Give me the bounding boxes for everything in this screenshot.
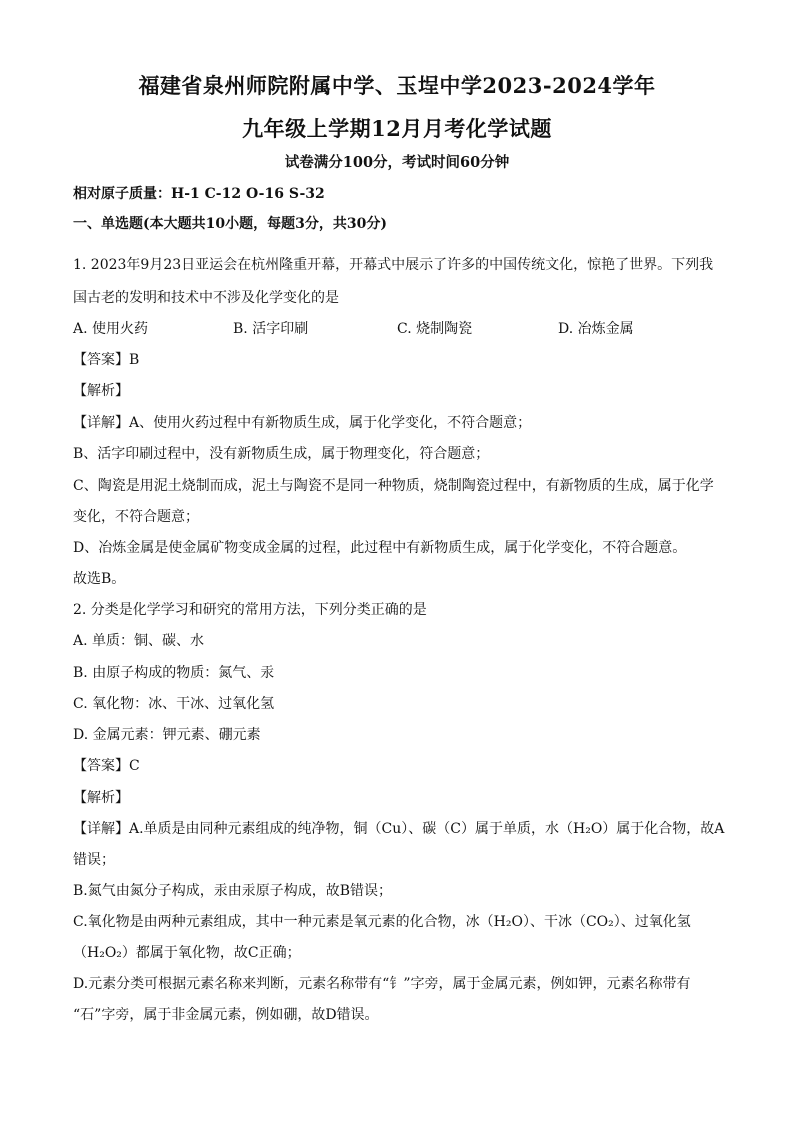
atomic-mass-line: 相对原子质量：H-1 C-12 O-16 S-32 (73, 186, 325, 202)
exam-info: 试卷满分100分，考试时间60分钟 (284, 154, 510, 171)
q1-option-d: D. 冶炼金属 (558, 321, 634, 337)
q2-detail-line-3: B.氮气由氮分子构成，汞由汞原子构成，故B错误； (73, 883, 393, 899)
q1-detail-line-4: 变化，不符合题意； (73, 509, 199, 525)
q2-option-d: D. 金属元素：钾元素、硼元素 (73, 727, 261, 743)
q2-detail-line-7: “石”字旁，属于非金属元素，例如硼，故D错误。 (73, 1007, 379, 1023)
q2-detail-line-4: C.氧化物是由两种元素组成，其中一种元素是氧元素的化合物，冰（H₂O）、干冰（CO₂）、过氧化氢 (73, 914, 691, 930)
section-title: 一、单选题(本大题共10小题，每题3分，共30分) (73, 216, 387, 232)
q1-detail-line-3: C、陶瓷是用泥土烧制而成，泥土与陶瓷不是同一种物质，烧制陶瓷过程中，有新物质的生成，属于化学 (73, 478, 714, 494)
q2-detail-line-6: D.元素分类可根据元素名称来判断，元素名称带有“钅”字旁，属于金属元素，例如钾，元素名称带有 (73, 976, 691, 992)
q1-detail-line-5: D、冶炼金属是使金属矿物变成金属的过程，此过程中有新物质生成，属于化学变化，不符合题意。 (73, 540, 687, 556)
q2-option-a: A. 单质：铜、碳、水 (73, 633, 205, 649)
q2-detail-line-5: （H₂O₂）都属于氧化物，故C正确； (73, 945, 301, 961)
q1-detail-line-1: 【详解】A、使用火药过程中有新物质生成，属于化学变化，不符合题意； (73, 415, 532, 431)
q1-option-a: A. 使用火药 (73, 321, 149, 337)
q2-detail-line-2: 错误； (73, 852, 115, 868)
q1-option-c: C. 烧制陶瓷 (397, 321, 473, 337)
q2-analysis-label: 【解析】 (73, 790, 129, 806)
title-line-1: 福建省泉州师院附属中学、玉埕中学2023-2024学年 (138, 73, 656, 98)
q2-answer: 【答案】C (73, 758, 140, 774)
q2-stem: 2. 分类是化学学习和研究的常用方法，下列分类正确的是 (73, 602, 427, 618)
q2-detail-line-1: 【详解】A.单质是由同种元素组成的纯净物，铜（Cu）、碳（C）属于单质，水（H₂O）属于化合物，故A (73, 821, 725, 837)
q1-analysis-label: 【解析】 (73, 383, 129, 399)
q2-option-c: C. 氧化物：冰、干冰、过氧化氢 (73, 696, 275, 712)
q1-detail-line-2: B、活字印刷过程中，没有新物质生成，属于物理变化，符合题意； (73, 446, 490, 462)
q1-detail-line-6: 故选B。 (73, 571, 126, 587)
q1-option-b: B. 活字印刷 (233, 321, 309, 337)
q1-answer: 【答案】B (73, 352, 140, 368)
q1-stem-line-2: 国古老的发明和技术中不涉及化学变化的是 (73, 290, 339, 306)
title-line-2: 九年级上学期12月月考化学试题 (242, 116, 552, 141)
q1-stem-line-1: 1. 2023年9月23日亚运会在杭州隆重开幕，开幕式中展示了许多的中国传统文化，惊艳了世界。下列我 (73, 257, 714, 273)
q2-option-b: B. 由原子构成的物质：氮气、汞 (73, 665, 275, 681)
